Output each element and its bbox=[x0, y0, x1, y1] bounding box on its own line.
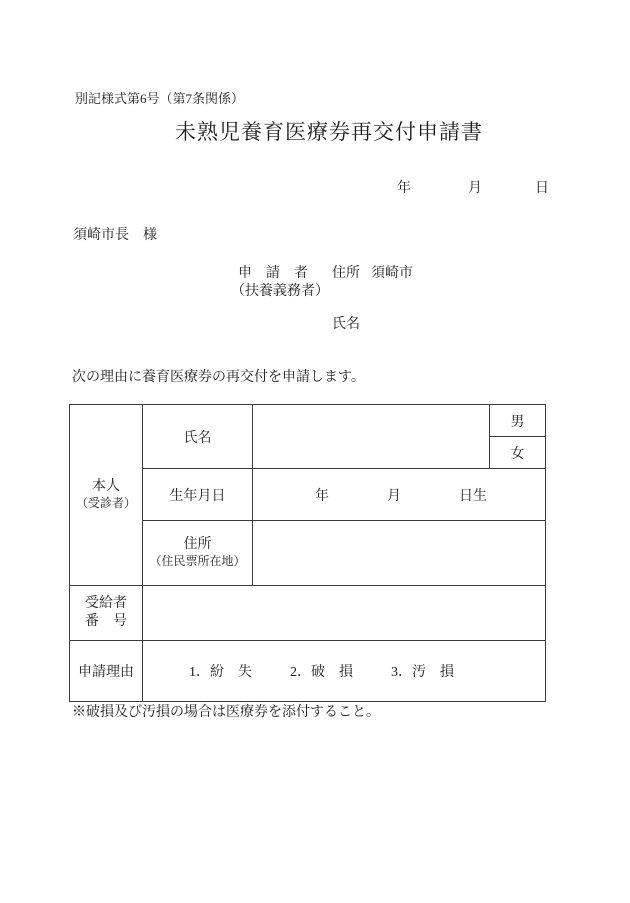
intro-sentence: 次の理由に養育医療券の再交付を申請します。 bbox=[72, 370, 365, 385]
name-entry-cell bbox=[253, 405, 490, 469]
reason-option-lost: 1．紛 失 bbox=[189, 665, 252, 680]
person-header-line2: （受診者） bbox=[75, 496, 136, 511]
table-row bbox=[70, 405, 546, 437]
applicant-name-label: 氏名 bbox=[332, 317, 360, 332]
date-year-label: 年 bbox=[397, 181, 411, 196]
birth-entry-cell bbox=[253, 469, 546, 521]
recipient-label-line2: 番 号 bbox=[85, 614, 127, 629]
birth-label-cell: 生年月日 bbox=[143, 469, 253, 521]
name-label-cell: 氏名 bbox=[143, 405, 253, 469]
address-entry-cell bbox=[253, 521, 546, 586]
recipient-number-label-cell bbox=[70, 586, 143, 641]
page-title: 未熟児養育医療券再交付申請書 bbox=[175, 120, 483, 144]
birth-day-label: 日生 bbox=[459, 488, 487, 504]
application-table bbox=[69, 404, 546, 702]
reason-label-cell: 申請理由 bbox=[70, 641, 143, 702]
date-month-label: 月 bbox=[468, 181, 482, 196]
applicant-sublabel: （扶養義務者） bbox=[231, 284, 329, 299]
reason-options-row bbox=[143, 661, 545, 681]
date-day-label: 日 bbox=[535, 181, 549, 196]
address-label-line2: （住民票所在地） bbox=[149, 554, 246, 569]
recipient-label-line1: 受給者 bbox=[85, 595, 127, 611]
birth-month-label: 月 bbox=[387, 488, 401, 504]
applicant-address-label: 住所 bbox=[332, 266, 360, 281]
address-label-cell bbox=[143, 521, 253, 586]
table-row bbox=[70, 641, 546, 702]
reason-option-soiled: 3．汚 損 bbox=[391, 665, 454, 680]
addressee: 須崎市長 様 bbox=[73, 228, 157, 243]
gender-male-cell: 男 bbox=[490, 405, 546, 437]
reason-options-cell bbox=[143, 641, 546, 702]
applicant-address-value: 須崎市 bbox=[371, 266, 413, 281]
footnote: ※破損及び汚損の場合は医療券を添付すること。 bbox=[72, 705, 380, 720]
person-header-cell bbox=[70, 405, 143, 586]
birth-year-label: 年 bbox=[315, 488, 329, 504]
person-header-line1: 本人 bbox=[92, 479, 120, 495]
recipient-number-entry-cell bbox=[143, 586, 546, 641]
gender-female-cell: 女 bbox=[490, 437, 546, 469]
reason-option-damaged: 2．破 損 bbox=[290, 665, 353, 680]
form-number: 別記様式第6号（第7条関係） bbox=[75, 91, 245, 106]
applicant-label: 申 請 者 bbox=[238, 266, 308, 281]
table-row bbox=[70, 586, 546, 641]
address-label-line1: 住所 bbox=[183, 537, 212, 553]
birth-entry-row bbox=[253, 485, 545, 505]
